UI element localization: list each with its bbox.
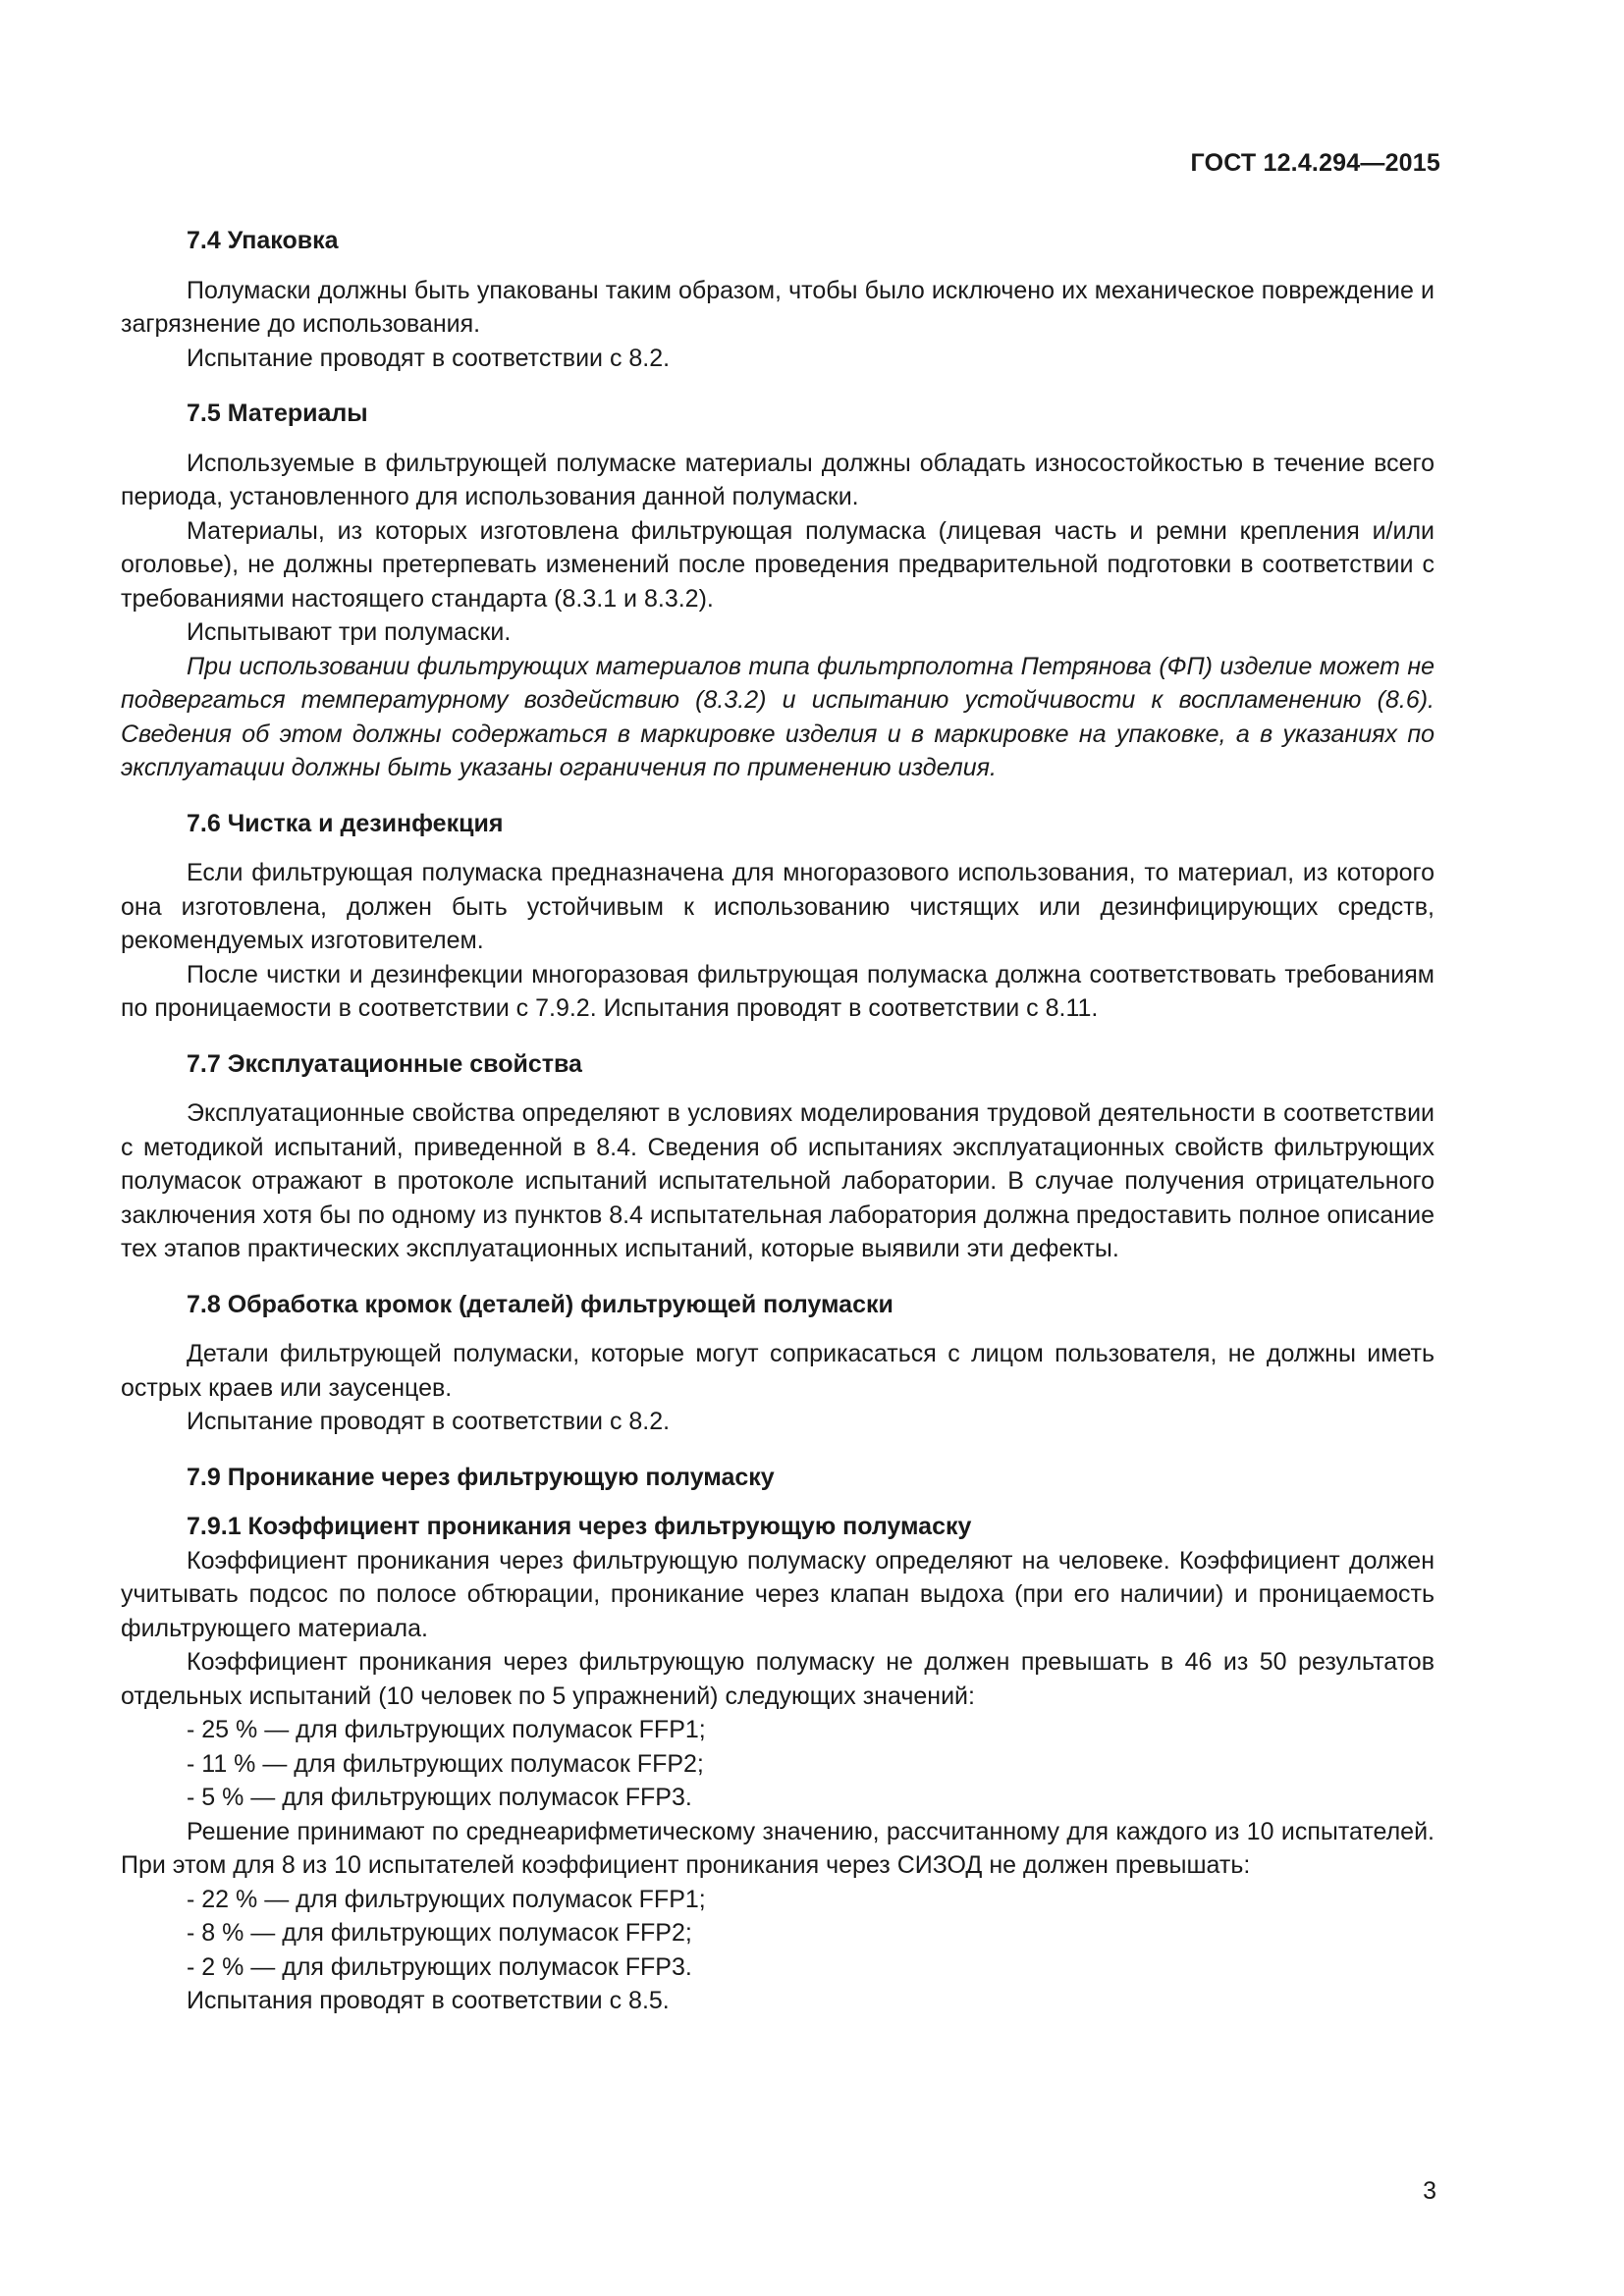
paragraph: После чистки и дезинфекции многоразовая фильтрующая полумаска должна соответствовать требованиям по проницаемости в соответствии с 7.9.2. Испытания проводят в соответствии с 8.11. <box>121 960 1435 1022</box>
paragraph: Используемые в фильтрующей полумаске материалы должны обладать износостойкостью в течение всего периода, установленного для использования данной полумаски. <box>121 449 1435 510</box>
section-7-9 <box>121 1461 1435 1495</box>
list-item: - 25 % — для фильтрующих полумасок FFP1; <box>187 1716 706 1743</box>
list-item: - 11 % — для фильтрующих полумасок FFP2; <box>187 1749 704 1778</box>
paragraph: Испытание проводят в соответствии с 8.2. <box>187 1408 671 1435</box>
paragraph: Коэффициент проникания через фильтрующую полумаску не должен превышать в 46 из 50 результатов отдельных испытаний (10 человек по 5 упражнений) следующих значений: <box>121 1648 1435 1710</box>
section-7-5 <box>121 397 1435 785</box>
section-7-6 <box>121 807 1435 1026</box>
paragraph: Полумаски должны быть упакованы таким образом, чтобы было исключено их механическое повреждение и загрязнение до использования. <box>121 276 1435 338</box>
section-7-9-1 <box>121 1510 1435 2018</box>
paragraph: Решение принимают по среднеарифметическому значению, рассчитанному для каждого из 10 испытателей. При этом для 8 из 10 испытателей коэффициент проникания через СИЗОД не должен превышать: <box>121 1817 1435 1879</box>
document-code: ГОСТ 12.4.294—2015 <box>1190 149 1440 177</box>
section-heading: 7.4 Упаковка <box>187 227 339 254</box>
section-heading: 7.8 Обработка кромок (деталей) фильтрующей полумаски <box>187 1290 893 1318</box>
paragraph: Если фильтрующая полумаска предназначена для многоразового использования, то материал, из которого она изготовлена, должен быть устойчивым к использованию чистящих или дезинфицирующих средств, рекомендуемых изготовителем. <box>121 859 1435 954</box>
document-body <box>121 224 1435 2040</box>
section-heading: 7.7 Эксплуатационные свойства <box>187 1049 582 1078</box>
page-number: 3 <box>1423 2177 1436 2205</box>
paragraph: Материалы, из которых изготовлена фильтрующая полумаска (лицевая часть и ремни крепления и/или оголовье), не должны претерпевать изменений после проведения предварительной подготовки в соответствии с требованиями настоящего стандарта (8.3.1 и 8.3.2). <box>121 516 1435 613</box>
list-item: - 8 % — для фильтрующих полумасок FFP2; <box>187 1919 692 1947</box>
list-item: - 2 % — для фильтрующих полумасок FFP3. <box>187 1952 692 1981</box>
section-7-4 <box>121 224 1435 375</box>
section-heading: 7.9 Проникание через фильтрующую полумаску <box>187 1463 775 1491</box>
section-heading: 7.6 Чистка и дезинфекция <box>187 809 504 837</box>
paragraph: Испытывают три полумаски. <box>187 618 512 646</box>
paragraph: Эксплуатационные свойства определяют в условиях моделирования трудовой деятельности в соответствии с методикой испытаний, приведенной в 8.4. Сведения об испытаниях эксплуатационных свойств фильтрующих полумасок отражают в протоколе испытаний испытательной лаборатории. В случае получения отрицательного заключения хотя бы по одному из пунктов 8.4 испытательная лаборатория должна предоставить полное описание тех этапов практических эксплуатационных испытаний, которые выявили эти дефекты. <box>121 1099 1435 1262</box>
section-heading: 7.5 Материалы <box>187 400 368 427</box>
paragraph: Коэффициент проникания через фильтрующую полумаску определяют на человеке. Коэффициент должен учитывать подсос по полосе обтюрации, проникание через клапан выдоха (при его наличии) и проницаемость фильтрующего материала. <box>121 1546 1435 1642</box>
section-7-8 <box>121 1288 1435 1439</box>
italic-note: При использовании фильтрующих материалов типа фильтрполотна Петрянова (ФП) изделие может не подвергаться температурному воздействию (8.3.2) и испытанию устойчивости к воспламенению (8.6). Сведения об этом должны содержаться в маркировке изделия и в маркировке на упаковке, а в указаниях по эксплуатации должны быть указаны ограничения по применению изделия. <box>121 652 1435 781</box>
paragraph: Испытания проводят в соответствии с 8.5. <box>187 1987 670 2014</box>
paragraph: Испытание проводят в соответствии с 8.2. <box>187 344 671 372</box>
list-item: - 22 % — для фильтрующих полумасок FFP1; <box>187 1885 706 1913</box>
subsection-heading: 7.9.1 Коэффициент проникания через фильтрующую полумаску <box>187 1513 972 1540</box>
list-item: - 5 % — для фильтрующих полумасок FFP3. <box>187 1784 692 1811</box>
section-7-7 <box>121 1047 1435 1266</box>
paragraph: Детали фильтрующей полумаски, которые могут соприкасаться с лицом пользователя, не должны иметь острых краев или заусенцев. <box>121 1340 1435 1402</box>
